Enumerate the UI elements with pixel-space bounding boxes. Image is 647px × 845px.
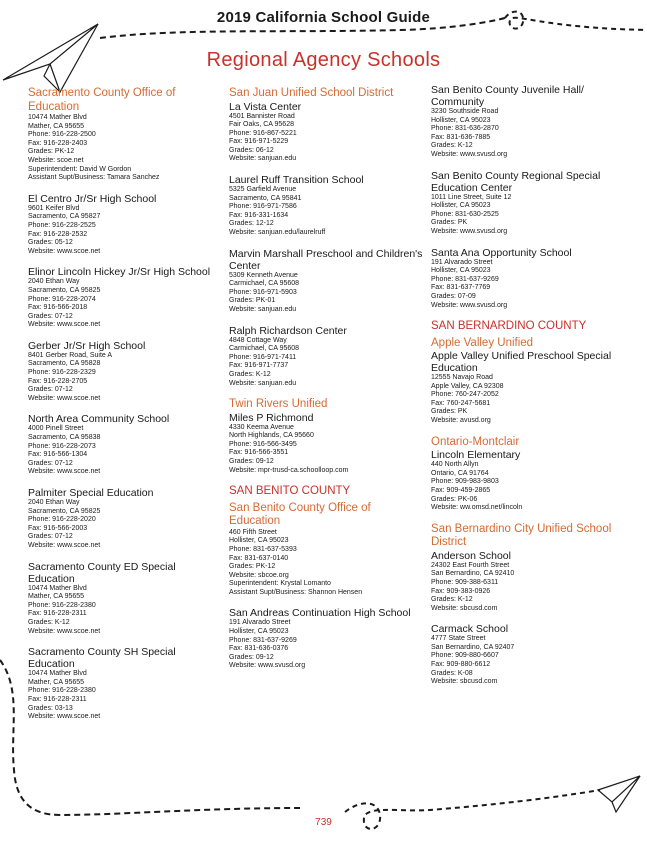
school-detail-line: Sacramento, CA 95825 [28, 507, 101, 515]
school-detail-line: Sacramento, CA 95825 [28, 286, 101, 294]
school-detail-line: Phone: 916-228-2329 [28, 369, 96, 377]
school-detail-line: Phone: 916-566-3495 [229, 440, 297, 448]
school-entry [28, 193, 223, 257]
school-detail-line: 4000 Pinell Street [28, 425, 84, 433]
school-detail-line: 1011 Line Street, Suite 12 [431, 193, 512, 201]
school-detail-line: Phone: 831-636-2870 [431, 125, 499, 133]
school-detail-line: Grades: 09-12 [229, 458, 274, 466]
school-detail-line: Mather, CA 95655 [28, 678, 85, 686]
school-name: Apple Valley Unified Preschool Special Education [431, 350, 612, 375]
school-detail-line: Grades: 07-09 [431, 292, 476, 300]
school-detail-line: Website: www.scoe.net [28, 627, 101, 635]
school-entry [229, 412, 424, 476]
school-detail-line: Fax: 831-637-7769 [431, 284, 491, 292]
school-group [431, 523, 631, 687]
school-detail-line: Grades: K-12 [28, 618, 70, 626]
school-detail-line: 8401 Gerber Road, Suite A [28, 351, 113, 359]
school-detail-line: Grades: K-12 [431, 142, 473, 150]
school-detail-line: San Bernardino, CA 92407 [431, 643, 515, 651]
guide-title: 2019 California School Guide [216, 9, 431, 26]
school-entry [28, 487, 223, 551]
school-detail-line: Website: sanjuan.edu [229, 306, 297, 313]
school-detail-line: Grades: K-12 [229, 370, 271, 378]
school-detail-line: Superintendent: David W Gordon [28, 165, 132, 173]
school-detail-line: 4848 Cottage Way [229, 336, 287, 344]
column-2 [229, 84, 424, 681]
school-name: Lincoln Elementary [431, 449, 521, 462]
school-group [431, 436, 631, 513]
school-name: El Centro Jr/Sr High School [28, 192, 157, 205]
school-detail-line: Website: www.svusd.org [431, 227, 508, 235]
school-detail-line: Apple Valley, CA 92308 [431, 382, 504, 390]
school-detail-line: Assistant Supt/Business: Tamara Sanchez [28, 174, 160, 182]
school-detail-line: Website: sanjuan.edu/laurelruff [229, 229, 326, 237]
school-detail-line: Grades: PK [431, 408, 468, 416]
school-detail-line: Fax: 831-637-0140 [229, 554, 289, 562]
school-detail-line: Phone: 760-247-2052 [431, 391, 499, 399]
school-detail-line: Grades: PK-12 [28, 148, 75, 156]
school-detail-line: 10474 Mather Blvd [28, 670, 87, 678]
school-detail-line: Website: www.scoe.net [28, 321, 101, 329]
school-name: Miles P Richmond [229, 411, 314, 424]
school-detail-line: Fax: 916-331-1634 [229, 211, 289, 219]
school-entry [431, 247, 631, 311]
school-detail-line: San Bernardino, CA 92410 [431, 570, 515, 578]
district-heading: Twin Rivers Unified [229, 398, 328, 411]
school-detail-line: Fax: 916-228-2311 [28, 610, 87, 618]
school-detail-line: Website: mpr-trusd-ca.schoolloop.com [229, 466, 349, 474]
district-heading: San Benito County Office of Education [229, 501, 371, 528]
school-detail-line: Phone: 831-637-5393 [229, 545, 297, 553]
school-detail-line: Fax: 831-636-0376 [229, 645, 289, 653]
school-detail-line: Carmichael, CA 95608 [229, 345, 300, 353]
school-detail-line: Grades: 07-12 [28, 533, 73, 541]
school-detail-line: 2040 Ethan Way [28, 278, 80, 286]
school-detail-line: Mather, CA 95655 [28, 593, 85, 601]
school-detail-line: Website: www.scoe.net [28, 468, 101, 476]
school-detail-line: 4777 State Street [431, 635, 486, 643]
school-detail-line: Grades: 07-12 [28, 459, 73, 467]
school-detail-line: Phone: 916-228-2073 [28, 442, 96, 450]
school-detail-line: Phone: 916-228-2525 [28, 221, 96, 229]
school-name: Ralph Richardson Center [229, 324, 347, 337]
school-detail-line: Website: www.svusd.org [229, 662, 306, 670]
school-detail-line: Phone: 909-983-9803 [431, 478, 499, 486]
school-detail-line: Sacramento, CA 95838 [28, 434, 101, 442]
school-detail-line: 12555 Navajo Road [431, 374, 493, 382]
school-detail-line: Sacramento, CA 95828 [28, 360, 101, 368]
school-entry [28, 413, 223, 477]
school-entry [431, 350, 631, 426]
school-detail-line: Grades: 07-12 [28, 386, 73, 394]
school-detail-line: Grades: 12-12 [229, 220, 274, 228]
school-detail-line: Hollister, CA 95023 [229, 537, 289, 545]
school-detail-line: Phone: 916-228-2380 [28, 601, 96, 609]
school-detail-line: Sacramento, CA 95841 [229, 194, 302, 202]
district-heading: Apple Valley Unified [431, 336, 534, 349]
school-entry [229, 248, 424, 315]
school-detail-line: Grades: 06-12 [229, 146, 274, 154]
school-group [431, 320, 631, 426]
school-detail-line: 440 North Allyn [431, 461, 479, 469]
county-heading: SAN BENITO COUNTY [229, 485, 351, 498]
school-name: San Andreas Continuation High School [229, 607, 411, 620]
school-entry [229, 101, 424, 165]
school-detail-line: 9601 Keifer Blvd [28, 204, 80, 212]
school-detail-line: Hollister, CA 95023 [431, 116, 491, 124]
school-group [229, 87, 424, 388]
school-detail-line: Fax: 916-971-5229 [229, 138, 289, 146]
school-group [28, 87, 223, 722]
school-detail-line: Phone: 916-228-2380 [28, 687, 96, 695]
school-detail-line: Fax: 916-566-2018 [28, 304, 88, 312]
school-detail-line: 4501 Bannister Road [229, 112, 295, 120]
school-detail-line: Grades: 07-12 [28, 312, 73, 320]
school-detail-line: 2040 Ethan Way [28, 499, 80, 506]
school-detail-line: 5309 Kenneth Avenue [229, 271, 298, 279]
school-detail-line: Hollister, CA 95023 [431, 202, 491, 210]
school-detail-line: Grades: PK-06 [431, 495, 478, 503]
school-detail-line: Fax: 831-636-7885 [431, 133, 491, 141]
school-detail-line: Phone: 916-971-7411 [229, 353, 297, 361]
school-detail-line: Phone: 916-867-5221 [229, 129, 297, 137]
school-name: San Benito County Regional Special Education Center [431, 169, 601, 194]
school-group [229, 398, 424, 475]
school-entry [28, 561, 223, 637]
school-detail-line: Sacramento, CA 95827 [28, 213, 101, 221]
school-entry [28, 114, 223, 183]
school-detail-line: Website: scoe.net [28, 156, 84, 164]
school-detail-line: Fax: 916-971-7737 [229, 362, 289, 370]
school-detail-line: Website: www.scoe.net [28, 247, 101, 255]
district-heading: Ontario-Montclair [431, 435, 520, 448]
school-detail-line: North Highlands, CA 95660 [229, 432, 314, 440]
school-detail-line: Phone: 916-971-7586 [229, 203, 297, 211]
school-detail-line: Website: sbcusd.com [431, 678, 498, 686]
school-name: North Area Community School [28, 413, 170, 426]
school-detail-line: Grades: PK-12 [229, 563, 276, 571]
school-entry [431, 170, 631, 237]
school-detail-line: Fax: 916-228-2311 [28, 695, 87, 703]
school-name: Gerber Jr/Sr High School [28, 339, 146, 352]
school-entry [431, 449, 631, 513]
school-detail-line: Grades: PK [431, 219, 468, 227]
school-detail-line: Fair Oaks, CA 95628 [229, 121, 294, 129]
school-detail-line: Website: www.svusd.org [431, 150, 508, 158]
school-detail-line: Fax: 916-228-2403 [28, 139, 88, 147]
school-detail-line: 4330 Keema Avenue [229, 423, 294, 431]
school-detail-line: Website: www.scoe.net [28, 394, 101, 402]
school-detail-line: 10474 Mather Blvd [28, 114, 87, 121]
school-entry [229, 607, 424, 671]
school-detail-line: Grades: PK-01 [229, 297, 276, 305]
school-detail-line: Fax: 916-566-2003 [28, 524, 88, 532]
page-number: 739 [315, 817, 332, 828]
school-detail-line: Website: avusd.org [431, 417, 491, 425]
school-detail-line: Phone: 909-880-6607 [431, 652, 499, 660]
school-detail-line: Phone: 831-637-9269 [229, 636, 297, 644]
school-detail-line: Grades: 09-12 [229, 653, 274, 661]
school-detail-line: Phone: 916-228-2500 [28, 131, 96, 139]
school-name: Palmiter Special Education [28, 487, 154, 499]
school-detail-line: Carmichael, CA 95608 [229, 280, 300, 288]
paper-airplane-icon [598, 776, 640, 812]
school-name: Santa Ana Opportunity School [431, 246, 572, 259]
school-detail-line: Website: ww.omsd.net/lincoln [431, 504, 523, 512]
school-name: Carmack School [431, 623, 509, 636]
school-entry [431, 623, 631, 687]
school-entry [28, 340, 223, 404]
school-detail-line: 3230 Southside Road [431, 108, 499, 115]
school-detail-line: Website: sanjuan.edu [229, 379, 297, 387]
school-name: Anderson School [431, 549, 511, 562]
school-detail-line: Phone: 916-971-5903 [229, 288, 297, 296]
school-detail-line: 24302 East Fourth Street [431, 561, 510, 569]
column-3 [431, 84, 631, 697]
school-detail-line: 191 Alvarado Street [229, 619, 291, 627]
school-entry [431, 550, 631, 614]
school-detail-line: Phone: 916-228-2020 [28, 516, 96, 524]
school-detail-line: Phone: 831-630-2525 [431, 210, 499, 218]
school-detail-line: 460 Fifth Street [229, 528, 277, 536]
school-detail-line: Grades: 05-12 [28, 239, 73, 247]
school-detail-line: Fax: 909-383-0926 [431, 587, 491, 595]
school-entry [431, 84, 631, 160]
school-detail-line: Hollister, CA 95023 [229, 628, 289, 636]
school-name: Sacramento County ED Special Education [28, 560, 176, 585]
school-group [431, 84, 631, 310]
school-detail-line: Hollister, CA 95023 [431, 267, 491, 275]
school-detail-line: Website: sbcoe.org [229, 571, 289, 579]
school-detail-line: Fax: 909-459-2865 [431, 486, 491, 494]
school-detail-line: Fax: 916-228-2705 [28, 377, 88, 385]
school-detail-line: Fax: 909-880-6612 [431, 661, 491, 669]
school-detail-line: Website: www.scoe.net [28, 541, 101, 549]
school-detail-line: Grades: K-12 [431, 596, 473, 604]
school-entry [229, 325, 424, 389]
school-detail-line: Fax: 916-566-3551 [229, 449, 289, 457]
school-detail-line: Phone: 909-388-6311 [431, 578, 499, 586]
column-1 [28, 84, 223, 732]
school-name: Elinor Lincoln Hickey Jr/Sr High School [28, 266, 211, 279]
school-detail-line: Ontario, CA 91764 [431, 469, 489, 477]
school-detail-line: Assistant Supt/Business: Shannon Hensen [229, 588, 363, 596]
school-group [229, 485, 424, 671]
school-detail-line: Website: www.scoe.net [28, 713, 101, 721]
school-detail-line: Grades: K-08 [431, 669, 473, 677]
county-heading: SAN BERNARDINO COUNTY [431, 320, 587, 333]
school-detail-line: Phone: 916-228-2074 [28, 295, 96, 303]
school-detail-line: 191 Alvarado Street [431, 258, 493, 266]
school-detail-line: 10474 Mather Blvd [28, 584, 87, 592]
school-detail-line: Grades: 03-13 [28, 704, 73, 712]
school-name: La Vista Center [229, 100, 302, 113]
school-entry [28, 646, 223, 722]
school-detail-line: Mather, CA 95655 [28, 122, 85, 130]
school-entry [28, 266, 223, 330]
school-detail-line: Website: sbcusd.com [431, 604, 498, 612]
school-entry [229, 529, 424, 598]
school-detail-line: Fax: 916-228-2532 [28, 230, 88, 238]
section-title: Regional Agency Schools [206, 49, 441, 71]
school-detail-line: Superintendent: Krystal Lomanto [229, 580, 331, 588]
school-name: Sacramento County SH Special Education [28, 646, 176, 671]
school-detail-line: Website: sanjuan.edu [229, 155, 297, 163]
school-detail-line: Fax: 916-566-1304 [28, 451, 88, 459]
school-detail-line: Fax: 760-247-5681 [431, 399, 491, 407]
school-entry [229, 174, 424, 238]
school-name: Marvin Marshall Preschool and Children's Center [229, 247, 423, 272]
school-name: Laurel Ruff Transition School [229, 174, 364, 187]
district-heading: San Bernardino City Unified School District [431, 522, 612, 549]
school-name: San Benito County Juvenile Hall/ Community [431, 84, 584, 108]
school-detail-line: 5325 Garfield Avenue [229, 186, 297, 194]
school-detail-line: Phone: 831-637-9269 [431, 275, 499, 283]
school-detail-line: Website: www.svusd.org [431, 301, 508, 309]
district-heading: San Juan Unified School District [229, 87, 394, 99]
district-heading: Sacramento County Office of Education [28, 87, 176, 113]
